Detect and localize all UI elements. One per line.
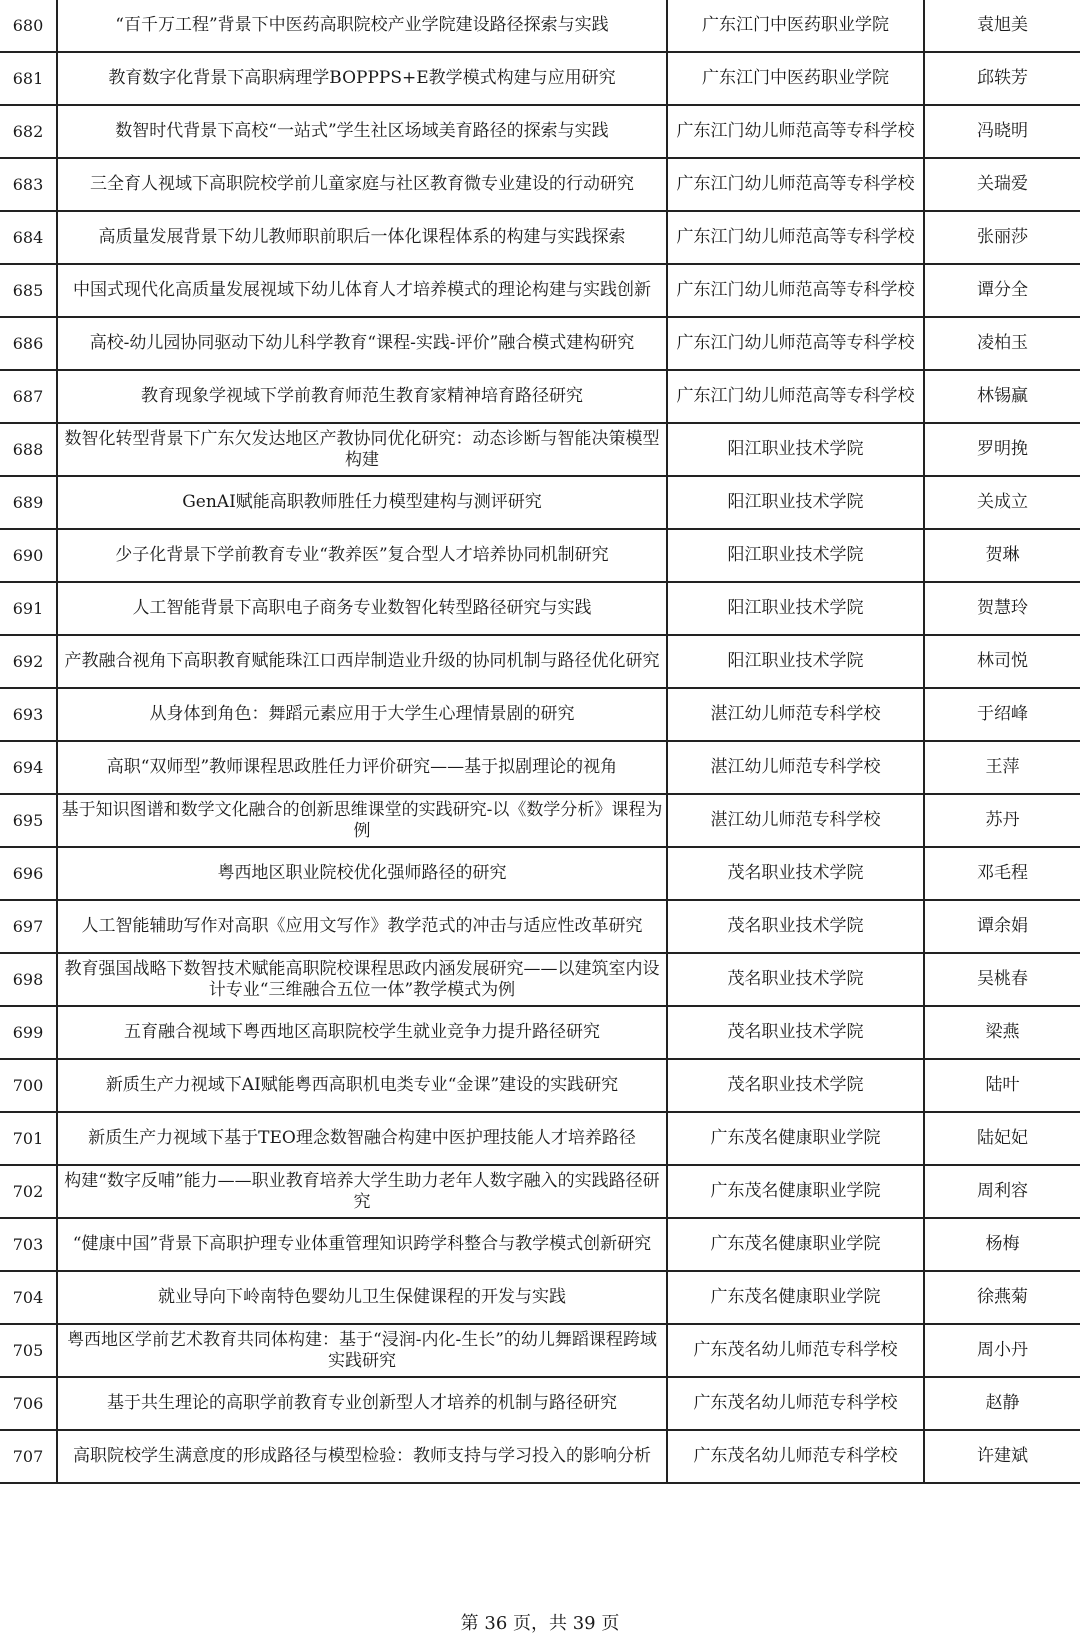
- project-leader: 于绍峰: [924, 688, 1080, 741]
- project-title: 粤西地区职业院校优化强师路径的研究: [57, 847, 667, 900]
- project-number: 685: [0, 264, 57, 317]
- project-leader: 周利容: [924, 1165, 1080, 1218]
- project-number: 702: [0, 1165, 57, 1218]
- table-row: [0, 582, 1080, 635]
- project-institution: 广东茂名幼儿师范专科学校: [667, 1377, 924, 1430]
- project-number: 707: [0, 1430, 57, 1483]
- table-row: [0, 1324, 1080, 1377]
- project-institution: 广东江门幼儿师范高等专科学校: [667, 211, 924, 264]
- project-institution: 湛江幼儿师范专科学校: [667, 794, 924, 847]
- project-title: 人工智能辅助写作对高职《应用文写作》教学范式的冲击与适应性改革研究: [57, 900, 667, 953]
- project-leader: 贺慧玲: [924, 582, 1080, 635]
- table-row: [0, 264, 1080, 317]
- table-row: [0, 105, 1080, 158]
- project-leader: 赵静: [924, 1377, 1080, 1430]
- project-institution: 湛江幼儿师范专科学校: [667, 688, 924, 741]
- project-number: 686: [0, 317, 57, 370]
- project-title: GenAI赋能高职教师胜任力模型建构与测评研究: [57, 476, 667, 529]
- table-row: [0, 158, 1080, 211]
- project-institution: 广东江门幼儿师范高等专科学校: [667, 317, 924, 370]
- project-leader: 陆妃妃: [924, 1112, 1080, 1165]
- table-row: [0, 1271, 1080, 1324]
- project-institution: 阳江职业技术学院: [667, 476, 924, 529]
- project-number: 687: [0, 370, 57, 423]
- page-footer: 第 36 页，共 39 页: [460, 1613, 620, 1634]
- table-row: [0, 0, 1080, 52]
- project-number: 692: [0, 635, 57, 688]
- project-title: 中国式现代化高质量发展视域下幼儿体育人才培养模式的理论构建与实践创新: [57, 264, 667, 317]
- project-number: 689: [0, 476, 57, 529]
- project-number: 705: [0, 1324, 57, 1377]
- project-institution: 茂名职业技术学院: [667, 953, 924, 1006]
- project-number: 696: [0, 847, 57, 900]
- project-leader: 王萍: [924, 741, 1080, 794]
- table-row: [0, 476, 1080, 529]
- project-institution: 广东茂名健康职业学院: [667, 1218, 924, 1271]
- table-row: [0, 317, 1080, 370]
- project-leader: 罗明挽: [924, 423, 1080, 476]
- project-leader: 吴桃春: [924, 953, 1080, 1006]
- table-row: [0, 1218, 1080, 1271]
- project-title: 教育现象学视域下学前教育师范生教育家精神培育路径研究: [57, 370, 667, 423]
- project-title: 产教融合视角下高职教育赋能珠江口西岸制造业升级的协同机制与路径优化研究: [57, 635, 667, 688]
- project-number: 683: [0, 158, 57, 211]
- project-number: 699: [0, 1006, 57, 1059]
- project-institution: 广东茂名健康职业学院: [667, 1165, 924, 1218]
- project-title: 少子化背景下学前教育专业“教养医”复合型人才培养协同机制研究: [57, 529, 667, 582]
- project-leader: 谭余娟: [924, 900, 1080, 953]
- table-row: [0, 1377, 1080, 1430]
- project-institution: 广东茂名健康职业学院: [667, 1112, 924, 1165]
- table-row: [0, 529, 1080, 582]
- project-institution: 广东江门中医药职业学院: [667, 0, 924, 52]
- project-title: 五育融合视域下粤西地区高职院校学生就业竞争力提升路径研究: [57, 1006, 667, 1059]
- project-number: 693: [0, 688, 57, 741]
- project-leader: 凌柏玉: [924, 317, 1080, 370]
- table-row: [0, 688, 1080, 741]
- project-title: 高质量发展背景下幼儿教师职前职后一体化课程体系的构建与实践探索: [57, 211, 667, 264]
- project-number: 698: [0, 953, 57, 1006]
- project-leader: 杨梅: [924, 1218, 1080, 1271]
- project-number: 690: [0, 529, 57, 582]
- project-institution: 湛江幼儿师范专科学校: [667, 741, 924, 794]
- project-leader: 谭分全: [924, 264, 1080, 317]
- project-title: 数智化转型背景下广东欠发达地区产教协同优化研究：动态诊断与智能决策模型构建: [57, 423, 667, 476]
- table-row: [0, 52, 1080, 105]
- project-title: 新质生产力视域下基于TEO理念数智融合构建中医护理技能人才培养路径: [57, 1112, 667, 1165]
- project-leader: 苏丹: [924, 794, 1080, 847]
- project-institution: 广东茂名幼儿师范专科学校: [667, 1324, 924, 1377]
- project-title: 高职院校学生满意度的形成路径与模型检验：教师支持与学习投入的影响分析: [57, 1430, 667, 1483]
- project-leader: 陆叶: [924, 1059, 1080, 1112]
- project-title: 高职“双师型”教师课程思政胜任力评价研究——基于拟剧理论的视角: [57, 741, 667, 794]
- table-row: [0, 847, 1080, 900]
- project-leader: 冯晓明: [924, 105, 1080, 158]
- project-title: 人工智能背景下高职电子商务专业数智化转型路径研究与实践: [57, 582, 667, 635]
- project-leader: 林司悦: [924, 635, 1080, 688]
- project-title: 粤西地区学前艺术教育共同体构建：基于“浸润-内化-生长”的幼儿舞蹈课程跨域实践研究: [57, 1324, 667, 1377]
- project-number: 695: [0, 794, 57, 847]
- project-title: 新质生产力视域下AI赋能粤西高职机电类专业“金课”建设的实践研究: [57, 1059, 667, 1112]
- project-number: 700: [0, 1059, 57, 1112]
- project-institution: 广东江门幼儿师范高等专科学校: [667, 264, 924, 317]
- project-institution: 广东江门幼儿师范高等专科学校: [667, 370, 924, 423]
- table-row: [0, 794, 1080, 847]
- project-leader: 关瑞爱: [924, 158, 1080, 211]
- project-institution: 阳江职业技术学院: [667, 423, 924, 476]
- project-institution: 茂名职业技术学院: [667, 1006, 924, 1059]
- project-institution: 阳江职业技术学院: [667, 529, 924, 582]
- table-row: [0, 423, 1080, 476]
- project-title: “百千万工程”背景下中医药高职院校产业学院建设路径探索与实践: [57, 0, 667, 52]
- project-title: 从身体到角色：舞蹈元素应用于大学生心理情景剧的研究: [57, 688, 667, 741]
- project-title: “健康中国”背景下高职护理专业体重管理知识跨学科整合与教学模式创新研究: [57, 1218, 667, 1271]
- project-number: 680: [0, 0, 57, 52]
- project-leader: 许建斌: [924, 1430, 1080, 1483]
- project-title: 数智时代背景下高校“一站式”学生社区场域美育路径的探索与实践: [57, 105, 667, 158]
- table-row: [0, 1059, 1080, 1112]
- project-title: 教育数字化背景下高职病理学BOPPPS+E教学模式构建与应用研究: [57, 52, 667, 105]
- project-title: 基于知识图谱和数学文化融合的创新思维课堂的实践研究-以《数学分析》课程为例: [57, 794, 667, 847]
- table-row: [0, 635, 1080, 688]
- table-row: [0, 370, 1080, 423]
- project-institution: 茂名职业技术学院: [667, 847, 924, 900]
- project-institution: 茂名职业技术学院: [667, 900, 924, 953]
- project-title: 基于共生理论的高职学前教育专业创新型人才培养的机制与路径研究: [57, 1377, 667, 1430]
- project-number: 704: [0, 1271, 57, 1324]
- project-title: 构建“数字反哺”能力——职业教育培养大学生助力老年人数字融入的实践路径研究: [57, 1165, 667, 1218]
- project-institution: 广东江门幼儿师范高等专科学校: [667, 105, 924, 158]
- project-number: 694: [0, 741, 57, 794]
- project-institution: 广东江门幼儿师范高等专科学校: [667, 158, 924, 211]
- project-number: 684: [0, 211, 57, 264]
- project-institution: 阳江职业技术学院: [667, 635, 924, 688]
- project-institution: 广东江门中医药职业学院: [667, 52, 924, 105]
- table-row: [0, 953, 1080, 1006]
- project-institution: 广东茂名幼儿师范专科学校: [667, 1430, 924, 1483]
- table-row: [0, 1112, 1080, 1165]
- project-number: 691: [0, 582, 57, 635]
- project-leader: 邱轶芳: [924, 52, 1080, 105]
- project-number: 682: [0, 105, 57, 158]
- project-leader: 周小丹: [924, 1324, 1080, 1377]
- table-row: [0, 211, 1080, 264]
- project-number: 701: [0, 1112, 57, 1165]
- project-institution: 广东茂名健康职业学院: [667, 1271, 924, 1324]
- project-institution: 茂名职业技术学院: [667, 1059, 924, 1112]
- project-leader: 贺琳: [924, 529, 1080, 582]
- project-number: 706: [0, 1377, 57, 1430]
- project-leader: 袁旭美: [924, 0, 1080, 52]
- table-row: [0, 741, 1080, 794]
- project-title: 教育强国战略下数智技术赋能高职院校课程思政内涵发展研究——以建筑室内设计专业“三维融合五位一体”教学模式为例: [57, 953, 667, 1006]
- project-number: 703: [0, 1218, 57, 1271]
- project-leader: 关成立: [924, 476, 1080, 529]
- project-institution: 阳江职业技术学院: [667, 582, 924, 635]
- project-leader: 林锡赢: [924, 370, 1080, 423]
- project-number: 697: [0, 900, 57, 953]
- project-title: 就业导向下岭南特色婴幼儿卫生保健课程的开发与实践: [57, 1271, 667, 1324]
- project-title: 三全育人视域下高职院校学前儿童家庭与社区教育微专业建设的行动研究: [57, 158, 667, 211]
- project-leader: 梁燕: [924, 1006, 1080, 1059]
- project-number: 688: [0, 423, 57, 476]
- table-row: [0, 1430, 1080, 1483]
- project-leader: 张丽莎: [924, 211, 1080, 264]
- table-row: [0, 1165, 1080, 1218]
- project-title: 高校-幼儿园协同驱动下幼儿科学教育“课程-实践-评价”融合模式建构研究: [57, 317, 667, 370]
- project-number: 681: [0, 52, 57, 105]
- table-row: [0, 900, 1080, 953]
- project-leader: 徐燕菊: [924, 1271, 1080, 1324]
- table-row: [0, 1006, 1080, 1059]
- project-leader: 邓毛程: [924, 847, 1080, 900]
